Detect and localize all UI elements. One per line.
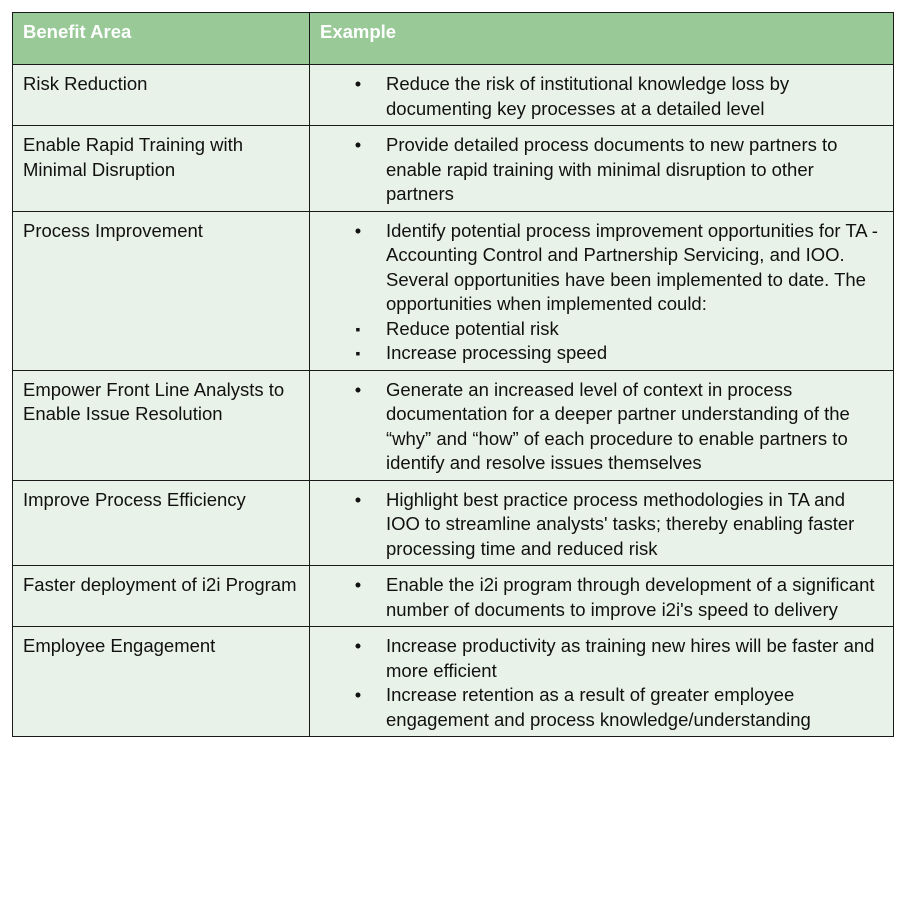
example-list (320, 133, 883, 207)
header-row (13, 13, 894, 65)
list-item-text: Identify potential process improvement opportunities for TA - Accounting Control and Partnership Servicing, and IOO. Several opportunities have been implemented to date. The opportunities when implemented could: (386, 219, 878, 314)
list-item-text: Reduce the risk of institutional knowledge loss by documenting key processes at a detailed level (386, 73, 790, 119)
bullet-icon: • (354, 378, 362, 400)
bullet-icon: • (354, 684, 362, 705)
list-item (354, 72, 883, 121)
list-item (354, 133, 883, 207)
table-body (13, 65, 894, 737)
list-item (354, 378, 883, 476)
bullet-icon: • (354, 574, 362, 595)
list-item (355, 341, 883, 366)
list-item (354, 488, 883, 562)
example-list (320, 72, 883, 121)
list-item-text: Reduce potential risk (386, 317, 559, 339)
bullet-icon: • (354, 73, 362, 94)
list-item-text: Enable the i2i program through development of a significant number of documents to improve i2i's speed to delivery (386, 574, 875, 620)
example-cell (310, 126, 894, 212)
list-item-text: Increase retention as a result of greater employee engagement and process knowledge/understanding (386, 684, 811, 730)
bullet-icon: • (354, 134, 362, 155)
example-list (320, 573, 883, 622)
example-list (320, 219, 883, 366)
square-bullet-icon: ▪ (355, 345, 361, 361)
example-cell (310, 65, 894, 126)
list-item (354, 683, 883, 732)
table-row (13, 126, 894, 212)
example-cell (310, 627, 894, 737)
table-row (13, 566, 894, 627)
table-row (13, 370, 894, 480)
list-item-text: Increase productivity as training new hires will be faster and more efficient (386, 635, 875, 681)
benefits-table (12, 12, 894, 737)
list-item (354, 219, 883, 317)
list-item (355, 317, 883, 342)
bullet-icon: • (354, 488, 362, 510)
example-list (320, 634, 883, 732)
list-item-text: Increase processing speed (386, 342, 608, 363)
bullet-icon: • (354, 219, 362, 241)
table-row (13, 211, 894, 370)
example-cell (310, 370, 894, 480)
list-item (354, 573, 883, 622)
list-item-text: Highlight best practice process methodologies in TA and IOO to streamline analysts' tasks; thereby enabling faster processing time and reduced risk (386, 488, 855, 559)
benefit-area-cell: Process Improvement (13, 211, 310, 370)
benefit-area-cell: Employee Engagement (13, 627, 310, 737)
header-example: Example (310, 13, 894, 65)
example-cell (310, 566, 894, 627)
table-row (13, 65, 894, 126)
benefit-area-cell: Faster deployment of i2i Program (13, 566, 310, 627)
benefit-area-cell: Enable Rapid Training with Minimal Disruption (13, 126, 310, 212)
example-cell (310, 211, 894, 370)
table-row (13, 480, 894, 566)
benefit-area-cell: Improve Process Efficiency (13, 480, 310, 566)
square-bullet-icon: ▪ (355, 320, 361, 337)
benefit-area-cell: Risk Reduction (13, 65, 310, 126)
example-cell (310, 480, 894, 566)
example-list (320, 378, 883, 476)
bullet-icon: • (354, 635, 362, 656)
list-item-text: Provide detailed process documents to new partners to enable rapid training with minimal disruption to other partners (386, 134, 838, 204)
example-list (320, 488, 883, 562)
list-item (354, 634, 883, 683)
header-benefit-area: Benefit Area (13, 13, 310, 65)
list-item-text: Generate an increased level of context in process documentation for a deeper partner understanding of the “why” and “how” of each procedure to enable partners to identify and resolve issues themselves (386, 378, 850, 473)
benefit-area-cell: Empower Front Line Analysts to Enable Issue Resolution (13, 370, 310, 480)
table-row (13, 627, 894, 737)
